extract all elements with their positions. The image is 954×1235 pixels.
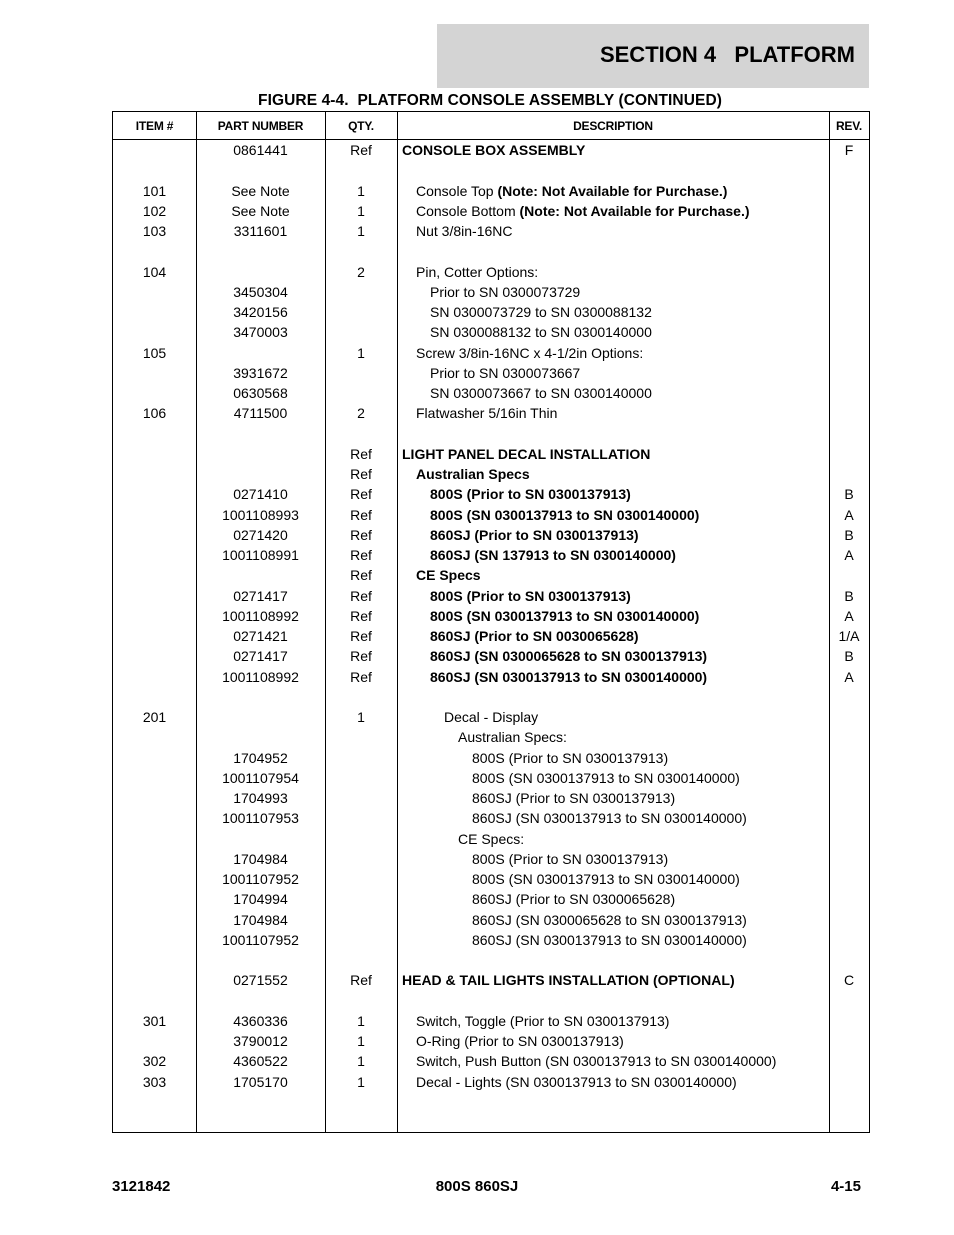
description xyxy=(430,302,652,322)
quantity: 1 xyxy=(357,344,365,361)
quantity: 1 xyxy=(357,1053,365,1070)
revision: B xyxy=(844,587,854,604)
section-title: SECTION 4 PLATFORM xyxy=(599,42,855,67)
table-row xyxy=(113,484,869,504)
revision: A xyxy=(844,668,854,685)
table-row xyxy=(113,343,869,363)
part-number: 3470003 xyxy=(233,324,288,341)
description-text: 860SJ (SN 0300137913 to SN 0300140000) xyxy=(430,668,708,685)
revision: 1/A xyxy=(838,628,860,644)
table-row xyxy=(113,586,869,606)
part-number: 1001108992 xyxy=(222,607,299,624)
quantity: 1 xyxy=(357,1033,365,1049)
description-text: SN 0300073667 to SN 0300140000 xyxy=(430,385,652,401)
description-note: (Note: Not Available for Purchase.) xyxy=(519,202,750,219)
description xyxy=(472,889,675,909)
item-number: 301 xyxy=(142,1012,167,1029)
table-row xyxy=(113,727,869,747)
description-text: 800S (Prior to SN 0300137913) xyxy=(472,850,669,867)
table-row xyxy=(113,667,869,687)
description-text: LIGHT PANEL DECAL INSTALLATION xyxy=(402,445,651,462)
description xyxy=(416,1072,737,1092)
revision: F xyxy=(844,142,854,158)
item-number: 103 xyxy=(142,223,167,239)
table-row xyxy=(113,707,869,727)
description-text: 860SJ (SN 0300065628 to SN 0300137913) xyxy=(472,911,747,928)
description xyxy=(430,322,652,342)
part-number: 3790012 xyxy=(233,1033,288,1049)
description-text: Nut 3/8in-16NC xyxy=(416,223,513,239)
table-row xyxy=(113,1051,869,1071)
part-number: 4711500 xyxy=(233,405,288,422)
table-row xyxy=(113,383,869,403)
part-number: 4360522 xyxy=(233,1053,288,1070)
table-row xyxy=(113,687,869,707)
table-row xyxy=(113,808,869,828)
table-row xyxy=(113,322,869,342)
description xyxy=(472,910,747,930)
part-number: 3420156 xyxy=(233,304,288,320)
description xyxy=(430,545,676,565)
table-row xyxy=(113,1031,869,1051)
description-text: CE Specs: xyxy=(458,830,525,847)
description-text: 800S (SN 0300137913 to SN 0300140000) xyxy=(430,607,700,624)
quantity: 1 xyxy=(357,1012,365,1029)
part-number: 0861441 xyxy=(233,142,288,158)
revision: B xyxy=(844,486,854,503)
table-row xyxy=(113,545,869,565)
description xyxy=(472,748,668,768)
quantity: Ref xyxy=(350,142,372,158)
quantity: Ref xyxy=(350,648,372,665)
table-row xyxy=(113,788,869,808)
description-text: Switch, Push Button (SN 0300137913 to SN 0300140000) xyxy=(416,1053,777,1070)
table-row xyxy=(113,241,869,261)
part-number: 0271417 xyxy=(233,587,288,604)
description xyxy=(444,707,538,727)
part-number: 1704984 xyxy=(233,911,288,928)
description xyxy=(430,484,631,504)
table-row xyxy=(113,221,869,241)
part-number: 1704984 xyxy=(233,850,288,867)
description-text: Prior to SN 0300073667 xyxy=(430,364,581,381)
description-text: CE Specs xyxy=(416,567,481,584)
quantity: Ref xyxy=(350,668,372,685)
part-number: 0271552 xyxy=(233,972,288,989)
column-header-part-number: PART NUMBER xyxy=(217,119,304,133)
part-number: 1001107954 xyxy=(222,769,299,786)
column-header-description: DESCRIPTION xyxy=(573,119,653,133)
table-row xyxy=(113,1072,869,1092)
table-row xyxy=(113,626,869,646)
table-row xyxy=(113,748,869,768)
quantity: 1 xyxy=(357,223,365,239)
table-row xyxy=(113,889,869,909)
table-row xyxy=(113,302,869,322)
item-number: 104 xyxy=(142,263,167,280)
part-number: 1704994 xyxy=(233,891,288,908)
description-text: 860SJ (SN 0300137913 to SN 0300140000) xyxy=(472,810,747,827)
item-number: 106 xyxy=(142,405,167,422)
revision: A xyxy=(844,547,854,563)
description xyxy=(416,1011,669,1031)
footer-page-number: 4-15 xyxy=(830,1178,861,1195)
item-number: 302 xyxy=(142,1053,167,1070)
item-number: 101 xyxy=(142,182,167,199)
description xyxy=(472,808,747,828)
table-row xyxy=(113,160,869,180)
table-row xyxy=(113,606,869,626)
table-row xyxy=(113,970,869,990)
description-text: 860SJ (Prior to SN 0300137913) xyxy=(430,526,639,543)
quantity: Ref xyxy=(350,547,372,563)
part-number: 0271421 xyxy=(233,628,288,644)
description-text: Screw 3/8in-16NC x 4-1/2in Options: xyxy=(416,344,644,361)
revision: A xyxy=(844,506,854,523)
figure-title: FIGURE 4-4. PLATFORM CONSOLE ASSEMBLY (CONTINUED) xyxy=(258,92,722,109)
item-number: 105 xyxy=(142,344,167,361)
description xyxy=(458,829,524,849)
description xyxy=(430,646,707,666)
description-text: 860SJ (SN 137913 to SN 0300140000) xyxy=(430,547,676,563)
description xyxy=(416,565,481,585)
quantity: 1 xyxy=(357,1073,365,1090)
description-text: Decal - Display xyxy=(444,709,539,725)
quantity: Ref xyxy=(350,466,372,482)
description xyxy=(430,505,699,525)
item-number: 303 xyxy=(142,1073,167,1090)
description xyxy=(430,606,699,626)
description-text: 860SJ (SN 0300137913 to SN 0300140000) xyxy=(472,931,747,948)
quantity: Ref xyxy=(350,587,372,604)
table-row xyxy=(113,869,869,889)
part-number: 1001107952 xyxy=(222,871,299,887)
description-text: 800S (Prior to SN 0300137913) xyxy=(430,486,631,503)
description-text: 860SJ (Prior to SN 0300137913) xyxy=(472,790,676,806)
quantity: 2 xyxy=(357,405,365,422)
table-row xyxy=(113,201,869,221)
column-header-item: ITEM # xyxy=(135,119,174,133)
quantity: 1 xyxy=(357,202,365,219)
description xyxy=(416,181,727,201)
part-number: 0271420 xyxy=(233,526,288,543)
table-row xyxy=(113,565,869,585)
table-row xyxy=(113,140,869,160)
description xyxy=(472,768,740,788)
description xyxy=(472,849,668,869)
description xyxy=(416,201,750,221)
table-row xyxy=(113,403,869,423)
column-header-qty: QTY. xyxy=(348,119,374,133)
column-header-rev: REV. xyxy=(835,119,863,133)
description xyxy=(402,140,585,160)
table-row xyxy=(113,768,869,788)
part-number: 1001108992 xyxy=(222,668,299,685)
description-text: 860SJ (Prior to SN 0030065628) xyxy=(430,628,639,644)
description xyxy=(430,525,639,545)
description-text: CONSOLE BOX ASSEMBLY xyxy=(402,142,586,158)
part-number: 3450304 xyxy=(233,283,288,300)
revision: B xyxy=(844,648,854,665)
table-row xyxy=(113,444,869,464)
description-text: Console Top xyxy=(416,182,498,199)
description-text: 860SJ (Prior to SN 0300065628) xyxy=(472,891,676,908)
table-row xyxy=(113,646,869,666)
quantity: Ref xyxy=(350,486,372,503)
table-row xyxy=(113,424,869,444)
table-row xyxy=(113,829,869,849)
revision: C xyxy=(843,972,855,989)
quantity: Ref xyxy=(350,526,372,543)
table-row xyxy=(113,505,869,525)
description xyxy=(402,970,735,990)
section-header-band xyxy=(437,24,869,88)
part-number: 1001107952 xyxy=(222,931,299,948)
description-text: O-Ring (Prior to SN 0300137913) xyxy=(416,1033,624,1049)
table-row xyxy=(113,464,869,484)
description-text: 800S (Prior to SN 0300137913) xyxy=(472,749,669,766)
table-row xyxy=(113,1011,869,1031)
table-row xyxy=(113,950,869,970)
part-number: 1705170 xyxy=(233,1073,288,1090)
description xyxy=(416,1051,776,1071)
part-number: 0271410 xyxy=(233,486,288,503)
description-text: HEAD & TAIL LIGHTS INSTALLATION (OPTIONAL) xyxy=(402,972,735,989)
table-row xyxy=(113,181,869,201)
item-number: 102 xyxy=(142,202,167,219)
description-text: Console Bottom xyxy=(416,202,520,219)
description xyxy=(402,444,650,464)
description-text: Pin, Cotter Options: xyxy=(416,263,539,280)
description xyxy=(458,727,567,747)
description-text: Flatwasher 5/16in Thin xyxy=(416,405,558,422)
quantity: Ref xyxy=(350,607,372,624)
description xyxy=(430,586,631,606)
description xyxy=(430,363,580,383)
table-row xyxy=(113,525,869,545)
description-text: 800S (SN 0300137913 to SN 0300140000) xyxy=(472,769,740,786)
part-number: 3311601 xyxy=(233,223,288,239)
table-row xyxy=(113,363,869,383)
quantity: 1 xyxy=(357,182,365,199)
part-number: 1704952 xyxy=(233,749,288,766)
part-number: See Note xyxy=(231,182,290,199)
revision: B xyxy=(844,526,854,543)
description xyxy=(416,343,643,363)
quantity: Ref xyxy=(350,506,372,523)
description-text: 860SJ (SN 0300065628 to SN 0300137913) xyxy=(430,648,708,665)
description-text: 800S (SN 0300137913 to SN 0300140000) xyxy=(472,871,740,887)
description-text: SN 0300073729 to SN 0300088132 xyxy=(430,304,652,320)
revision: A xyxy=(844,607,854,624)
description xyxy=(430,667,707,687)
description-text: 800S (Prior to SN 0300137913) xyxy=(430,587,631,604)
description-text: Decal - Lights (SN 0300137913 to SN 0300140000) xyxy=(416,1073,737,1090)
description xyxy=(416,221,513,241)
part-number: 0271417 xyxy=(233,648,288,665)
description-text: 800S (SN 0300137913 to SN 0300140000) xyxy=(430,506,700,523)
description xyxy=(416,403,557,423)
description-text: Australian Specs: xyxy=(458,729,567,746)
quantity: Ref xyxy=(350,628,372,644)
quantity: Ref xyxy=(350,567,372,584)
parts-table xyxy=(112,111,870,1133)
quantity: Ref xyxy=(350,445,372,462)
quantity: 1 xyxy=(357,709,365,725)
description-text: Australian Specs xyxy=(416,466,530,482)
part-number: See Note xyxy=(231,202,290,219)
quantity: 2 xyxy=(357,263,365,280)
part-number: 1704993 xyxy=(233,790,288,806)
description xyxy=(472,788,675,808)
part-number: 1001108991 xyxy=(222,547,299,563)
description xyxy=(430,383,652,403)
description-note: (Note: Not Available for Purchase.) xyxy=(497,182,728,199)
item-number: 201 xyxy=(142,709,167,725)
table-row xyxy=(113,282,869,302)
description xyxy=(472,930,747,950)
footer-doc-number: 3121842 xyxy=(112,1178,171,1195)
description-text: Switch, Toggle (Prior to SN 0300137913) xyxy=(416,1012,670,1029)
description-text: Prior to SN 0300073729 xyxy=(430,283,581,300)
description xyxy=(416,262,538,282)
part-number: 4360336 xyxy=(233,1012,288,1029)
part-number: 1001108993 xyxy=(222,506,299,523)
part-number: 3931672 xyxy=(233,364,288,381)
table-row xyxy=(113,910,869,930)
description xyxy=(472,869,740,889)
quantity: Ref xyxy=(350,972,372,989)
description xyxy=(416,1031,624,1051)
table-row xyxy=(113,930,869,950)
table-body xyxy=(113,140,869,1092)
table-row xyxy=(113,262,869,282)
table-row xyxy=(113,849,869,869)
part-number: 0630568 xyxy=(233,385,288,401)
description xyxy=(430,282,580,302)
part-number: 1001107953 xyxy=(222,810,299,827)
description xyxy=(430,626,639,646)
description xyxy=(416,464,530,484)
description-text: SN 0300088132 to SN 0300140000 xyxy=(430,324,652,341)
footer-model: 800S 860SJ xyxy=(435,1178,519,1195)
table-row xyxy=(113,991,869,1011)
